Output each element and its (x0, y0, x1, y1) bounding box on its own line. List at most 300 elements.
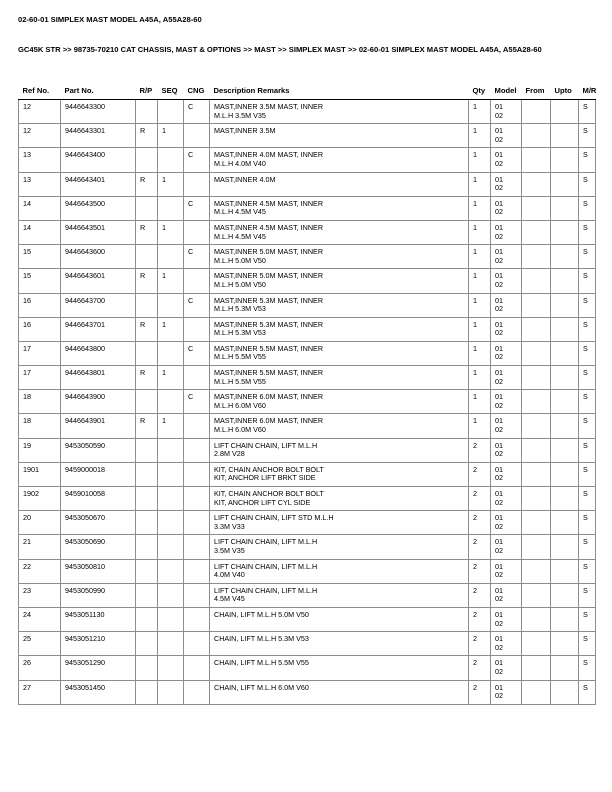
description-line-1: CHAIN, LIFT M.L.H 5.5M V55 (214, 658, 309, 668)
cell-from (522, 487, 551, 511)
model-line-2: 02 (495, 158, 503, 168)
description-line-1: KIT, CHAIN ANCHOR BOLT BOLT (214, 464, 324, 474)
model-line-2: 02 (495, 231, 503, 241)
page-title: 02-60-01 SIMPLEX MAST MODEL A45A, A55A28-60 (18, 15, 202, 24)
cell-seq (158, 607, 184, 631)
description-line-1: MAST,INNER 4.5M MAST, INNER (214, 222, 324, 232)
description-line-2: KIT, ANCHOR LIFT CYL SIDE (214, 497, 311, 507)
cell-cng: C (184, 293, 210, 317)
cell-mr: S (579, 535, 596, 559)
cell-qty: 1 (469, 390, 491, 414)
table-row (19, 607, 596, 631)
breadcrumb: GC45K STR >> 98735-70210 CAT CHASSIS, MAST & OPTIONS >> MAST >> SIMPLEX MAST >> 02-60-01 SIMPLEX MAST MODEL A45A, A55A28-60 (18, 45, 542, 54)
cell-ref-no: 15 (19, 269, 61, 293)
cell-upto (551, 220, 579, 244)
cell-mr: S (579, 583, 596, 607)
description-line-1: MAST,INNER 5.0M MAST, INNER (214, 271, 324, 281)
cell-seq (158, 341, 184, 365)
cell-mr: S (579, 607, 596, 631)
cell-qty: 1 (469, 366, 491, 390)
model-line-1: 01 (495, 271, 503, 281)
column-header-upto: Upto (551, 86, 579, 100)
cell-from (522, 148, 551, 172)
cell-model (491, 317, 522, 341)
description-line-2: 4.0M V40 (214, 570, 245, 580)
description-line-1: MAST,INNER 5.3M MAST, INNER (214, 295, 324, 305)
cell-model (491, 438, 522, 462)
model-line-1: 01 (495, 368, 503, 378)
cell-ref-no: 25 (19, 632, 61, 656)
cell-cng (184, 414, 210, 438)
cell-qty: 1 (469, 245, 491, 269)
cell-from (522, 172, 551, 196)
cell-mr: S (579, 172, 596, 196)
model-line-1: 01 (495, 222, 503, 232)
cell-model (491, 269, 522, 293)
cell-seq (158, 245, 184, 269)
description-line-1: MAST,INNER 5.5M MAST, INNER (214, 368, 324, 378)
cell-rp (136, 462, 158, 486)
cell-model (491, 220, 522, 244)
description-line-1: MAST,INNER 4.0M MAST, INNER (214, 150, 324, 160)
model-line-2: 02 (495, 207, 503, 217)
cell-description (210, 656, 469, 680)
model-line-2: 02 (495, 521, 503, 531)
cell-part-no: 9446643400 (61, 148, 136, 172)
cell-description (210, 148, 469, 172)
cell-model (491, 511, 522, 535)
table-row (19, 656, 596, 680)
cell-from (522, 124, 551, 148)
cell-cng (184, 511, 210, 535)
cell-ref-no: 22 (19, 559, 61, 583)
cell-seq (158, 148, 184, 172)
model-line-2: 02 (495, 570, 503, 580)
cell-mr: S (579, 438, 596, 462)
model-line-2: 02 (495, 279, 503, 289)
cell-part-no: 9446643800 (61, 341, 136, 365)
cell-mr: S (579, 220, 596, 244)
model-line-1: 01 (495, 392, 503, 402)
cell-ref-no: 18 (19, 390, 61, 414)
cell-qty: 1 (469, 196, 491, 220)
cell-rp (136, 656, 158, 680)
model-line-2: 02 (495, 691, 503, 701)
column-header-qty: Qty (469, 86, 491, 100)
description-line-2: M.L.H 5.0M V50 (214, 279, 266, 289)
table-row (19, 414, 596, 438)
cell-ref-no: 14 (19, 220, 61, 244)
cell-seq: 1 (158, 269, 184, 293)
cell-seq (158, 632, 184, 656)
model-line-1: 01 (495, 489, 503, 498)
model-line-2: 02 (495, 376, 503, 386)
cell-part-no: 9446643500 (61, 196, 136, 220)
description-line-2: M.L.H 6.0M V60 (214, 425, 266, 435)
cell-rp (136, 632, 158, 656)
cell-from (522, 438, 551, 462)
cell-upto (551, 607, 579, 631)
cell-rp: R (136, 269, 158, 293)
cell-upto (551, 462, 579, 486)
cell-upto (551, 487, 579, 511)
cell-seq (158, 583, 184, 607)
cell-mr: S (579, 148, 596, 172)
cell-ref-no: 24 (19, 607, 61, 631)
cell-seq: 1 (158, 220, 184, 244)
cell-cng (184, 656, 210, 680)
table-row (19, 293, 596, 317)
cell-ref-no: 14 (19, 196, 61, 220)
cell-rp (136, 293, 158, 317)
cell-part-no: 9446643701 (61, 317, 136, 341)
cell-from (522, 583, 551, 607)
cell-upto (551, 100, 579, 124)
model-line-1: 01 (495, 513, 503, 523)
cell-model (491, 535, 522, 559)
cell-description (210, 124, 469, 148)
cell-description (210, 511, 469, 535)
cell-qty: 2 (469, 583, 491, 607)
model-line-1: 01 (495, 126, 503, 136)
cell-upto (551, 293, 579, 317)
cell-qty: 2 (469, 607, 491, 631)
model-line-2: 02 (495, 304, 503, 314)
cell-seq (158, 293, 184, 317)
cell-from (522, 462, 551, 486)
cell-cng: C (184, 100, 210, 124)
cell-seq (158, 656, 184, 680)
model-line-2: 02 (495, 594, 503, 604)
cell-part-no: 9453050670 (61, 511, 136, 535)
cell-description (210, 680, 469, 704)
cell-mr: S (579, 341, 596, 365)
cell-mr: S (579, 293, 596, 317)
cell-part-no: 9453051130 (61, 607, 136, 631)
cell-cng (184, 680, 210, 704)
cell-from (522, 366, 551, 390)
cell-part-no: 9446643401 (61, 172, 136, 196)
cell-model (491, 341, 522, 365)
table-row (19, 100, 596, 124)
cell-upto (551, 680, 579, 704)
cell-rp (136, 100, 158, 124)
cell-mr: S (579, 196, 596, 220)
cell-qty: 2 (469, 656, 491, 680)
cell-model (491, 462, 522, 486)
cell-part-no: 9446643501 (61, 220, 136, 244)
column-header-rp: R/P (136, 86, 158, 100)
model-line-2: 02 (495, 545, 503, 555)
cell-from (522, 196, 551, 220)
description-line-1: LIFT CHAIN CHAIN, LIFT M.L.H (214, 561, 318, 571)
cell-qty: 2 (469, 462, 491, 486)
cell-model (491, 245, 522, 269)
table-row (19, 583, 596, 607)
cell-upto (551, 341, 579, 365)
cell-from (522, 220, 551, 244)
model-line-1: 01 (495, 319, 503, 329)
cell-rp: R (136, 414, 158, 438)
cell-cng (184, 317, 210, 341)
cell-from (522, 656, 551, 680)
model-line-2: 02 (495, 642, 503, 652)
description-line-1: MAST,INNER 4.0M (214, 174, 276, 184)
cell-description (210, 293, 469, 317)
table-row (19, 680, 596, 704)
cell-part-no: 9453050990 (61, 583, 136, 607)
cell-model (491, 414, 522, 438)
cell-qty: 1 (469, 341, 491, 365)
cell-description (210, 317, 469, 341)
cell-ref-no: 19 (19, 438, 61, 462)
cell-part-no: 9446643300 (61, 100, 136, 124)
cell-part-no: 9453051450 (61, 680, 136, 704)
cell-description (210, 414, 469, 438)
cell-seq (158, 680, 184, 704)
table-row (19, 341, 596, 365)
cell-upto (551, 656, 579, 680)
cell-from (522, 245, 551, 269)
cell-rp (136, 245, 158, 269)
cell-cng: C (184, 245, 210, 269)
cell-cng: C (184, 148, 210, 172)
cell-description (210, 172, 469, 196)
cell-model (491, 390, 522, 414)
cell-description (210, 196, 469, 220)
column-header-part-no: Part No. (61, 86, 136, 100)
cell-qty: 2 (469, 438, 491, 462)
model-line-1: 01 (495, 585, 503, 595)
cell-qty: 1 (469, 269, 491, 293)
cell-model (491, 607, 522, 631)
cell-upto (551, 535, 579, 559)
model-line-1: 01 (495, 343, 503, 353)
cell-cng: C (184, 341, 210, 365)
cell-model (491, 559, 522, 583)
model-line-1: 01 (495, 537, 503, 547)
column-header-description: Description Remarks (210, 86, 469, 100)
column-header-mr: M/R (579, 86, 596, 100)
cell-description (210, 438, 469, 462)
cell-part-no: 9446643700 (61, 293, 136, 317)
cell-model (491, 100, 522, 124)
cell-cng (184, 124, 210, 148)
cell-qty: 1 (469, 100, 491, 124)
cell-model (491, 656, 522, 680)
cell-upto (551, 148, 579, 172)
description-line-1: MAST,INNER 5.5M MAST, INNER (214, 343, 324, 353)
cell-rp: R (136, 317, 158, 341)
model-line-2: 02 (495, 110, 503, 120)
cell-model (491, 293, 522, 317)
cell-upto (551, 583, 579, 607)
model-line-1: 01 (495, 174, 503, 184)
description-line-1: CHAIN, LIFT M.L.H 5.0M V50 (214, 609, 309, 619)
cell-description (210, 462, 469, 486)
cell-from (522, 390, 551, 414)
cell-description (210, 535, 469, 559)
cell-qty: 2 (469, 535, 491, 559)
cell-qty: 1 (469, 172, 491, 196)
model-line-2: 02 (495, 328, 503, 338)
cell-rp (136, 607, 158, 631)
model-line-1: 01 (495, 102, 503, 111)
cell-part-no: 9446643801 (61, 366, 136, 390)
cell-mr: S (579, 124, 596, 148)
column-header-cng: CNG (184, 86, 210, 100)
table-row (19, 269, 596, 293)
cell-seq (158, 487, 184, 511)
cell-qty: 1 (469, 293, 491, 317)
cell-mr: S (579, 245, 596, 269)
cell-ref-no: 17 (19, 366, 61, 390)
cell-qty: 2 (469, 511, 491, 535)
cell-mr: S (579, 680, 596, 704)
cell-ref-no: 26 (19, 656, 61, 680)
model-line-2: 02 (495, 134, 503, 144)
cell-ref-no: 27 (19, 680, 61, 704)
cell-upto (551, 317, 579, 341)
cell-seq: 1 (158, 366, 184, 390)
cell-upto (551, 245, 579, 269)
cell-mr: S (579, 462, 596, 486)
description-line-1: LIFT CHAIN CHAIN, LIFT M.L.H (214, 537, 318, 547)
description-line-1: MAST,INNER 3.5M MAST, INNER (214, 102, 324, 111)
table-row (19, 559, 596, 583)
cell-part-no: 9453051290 (61, 656, 136, 680)
cell-description (210, 487, 469, 511)
description-line-1: MAST,INNER 5.3M MAST, INNER (214, 319, 324, 329)
model-line-1: 01 (495, 464, 503, 474)
model-line-2: 02 (495, 449, 503, 459)
model-line-2: 02 (495, 352, 503, 362)
cell-ref-no: 16 (19, 293, 61, 317)
table-body (19, 100, 596, 705)
model-line-2: 02 (495, 425, 503, 435)
cell-ref-no: 1901 (19, 462, 61, 486)
description-line-1: MAST,INNER 4.5M MAST, INNER (214, 198, 324, 208)
table-row (19, 632, 596, 656)
description-line-1: MAST,INNER 3.5M (214, 126, 276, 136)
cell-upto (551, 366, 579, 390)
table-header (19, 86, 596, 100)
description-line-2: M.L.H 5.5M V55 (214, 352, 266, 362)
cell-rp (136, 341, 158, 365)
description-line-1: CHAIN, LIFT M.L.H 5.3M V53 (214, 634, 309, 644)
description-line-1: MAST,INNER 5.0M MAST, INNER (214, 247, 324, 257)
cell-mr: S (579, 390, 596, 414)
model-line-2: 02 (495, 183, 503, 193)
cell-qty: 1 (469, 124, 491, 148)
cell-from (522, 632, 551, 656)
table-row (19, 511, 596, 535)
cell-qty: 2 (469, 487, 491, 511)
description-line-2: M.L.H 5.0M V50 (214, 255, 266, 265)
model-line-1: 01 (495, 295, 503, 305)
cell-from (522, 559, 551, 583)
cell-cng (184, 462, 210, 486)
cell-description (210, 269, 469, 293)
cell-description (210, 607, 469, 631)
model-line-1: 01 (495, 658, 503, 668)
cell-rp (136, 511, 158, 535)
description-line-2: KIT, ANCHOR LIFT BRKT SIDE (214, 473, 316, 483)
table-row (19, 172, 596, 196)
cell-ref-no: 18 (19, 414, 61, 438)
description-line-2: M.L.H 4.0M V40 (214, 158, 266, 168)
cell-cng: C (184, 390, 210, 414)
cell-description (210, 100, 469, 124)
cell-from (522, 607, 551, 631)
cell-seq: 1 (158, 414, 184, 438)
cell-cng (184, 172, 210, 196)
cell-upto (551, 172, 579, 196)
cell-model (491, 148, 522, 172)
description-line-2: M.L.H 5.5M V55 (214, 376, 266, 386)
cell-rp: R (136, 124, 158, 148)
cell-cng (184, 607, 210, 631)
description-line-2: 3.3M V33 (214, 521, 245, 531)
description-line-2: M.L.H 6.0M V60 (214, 400, 266, 410)
cell-ref-no: 16 (19, 317, 61, 341)
cell-rp (136, 438, 158, 462)
model-line-2: 02 (495, 400, 503, 410)
cell-from (522, 680, 551, 704)
cell-from (522, 317, 551, 341)
cell-rp (136, 559, 158, 583)
cell-seq: 1 (158, 317, 184, 341)
cell-ref-no: 13 (19, 148, 61, 172)
cell-from (522, 511, 551, 535)
cell-mr: S (579, 559, 596, 583)
model-line-1: 01 (495, 247, 503, 257)
cell-upto (551, 196, 579, 220)
cell-qty: 1 (469, 414, 491, 438)
cell-part-no: 9453050690 (61, 535, 136, 559)
cell-cng (184, 535, 210, 559)
column-header-model: Model (491, 86, 522, 100)
cell-qty: 1 (469, 220, 491, 244)
cell-ref-no: 21 (19, 535, 61, 559)
cell-rp: R (136, 366, 158, 390)
cell-upto (551, 414, 579, 438)
cell-description (210, 583, 469, 607)
cell-part-no: 9453050810 (61, 559, 136, 583)
cell-mr: S (579, 317, 596, 341)
cell-rp (136, 148, 158, 172)
cell-mr: S (579, 414, 596, 438)
table-row (19, 317, 596, 341)
column-header-ref-no: Ref No. (19, 86, 61, 100)
cell-description (210, 632, 469, 656)
cell-cng (184, 583, 210, 607)
cell-upto (551, 269, 579, 293)
cell-part-no: 9446643900 (61, 390, 136, 414)
cell-model (491, 366, 522, 390)
cell-seq (158, 559, 184, 583)
cell-mr: S (579, 269, 596, 293)
cell-ref-no: 13 (19, 172, 61, 196)
cell-part-no: 9446643601 (61, 269, 136, 293)
cell-mr: S (579, 100, 596, 124)
cell-part-no: 9453051210 (61, 632, 136, 656)
description-line-1: MAST,INNER 6.0M MAST, INNER (214, 392, 324, 402)
cell-model (491, 124, 522, 148)
description-line-1: LIFT CHAIN CHAIN, LIFT STD M.L.H (214, 513, 334, 523)
cell-seq: 1 (158, 172, 184, 196)
model-line-1: 01 (495, 198, 503, 208)
